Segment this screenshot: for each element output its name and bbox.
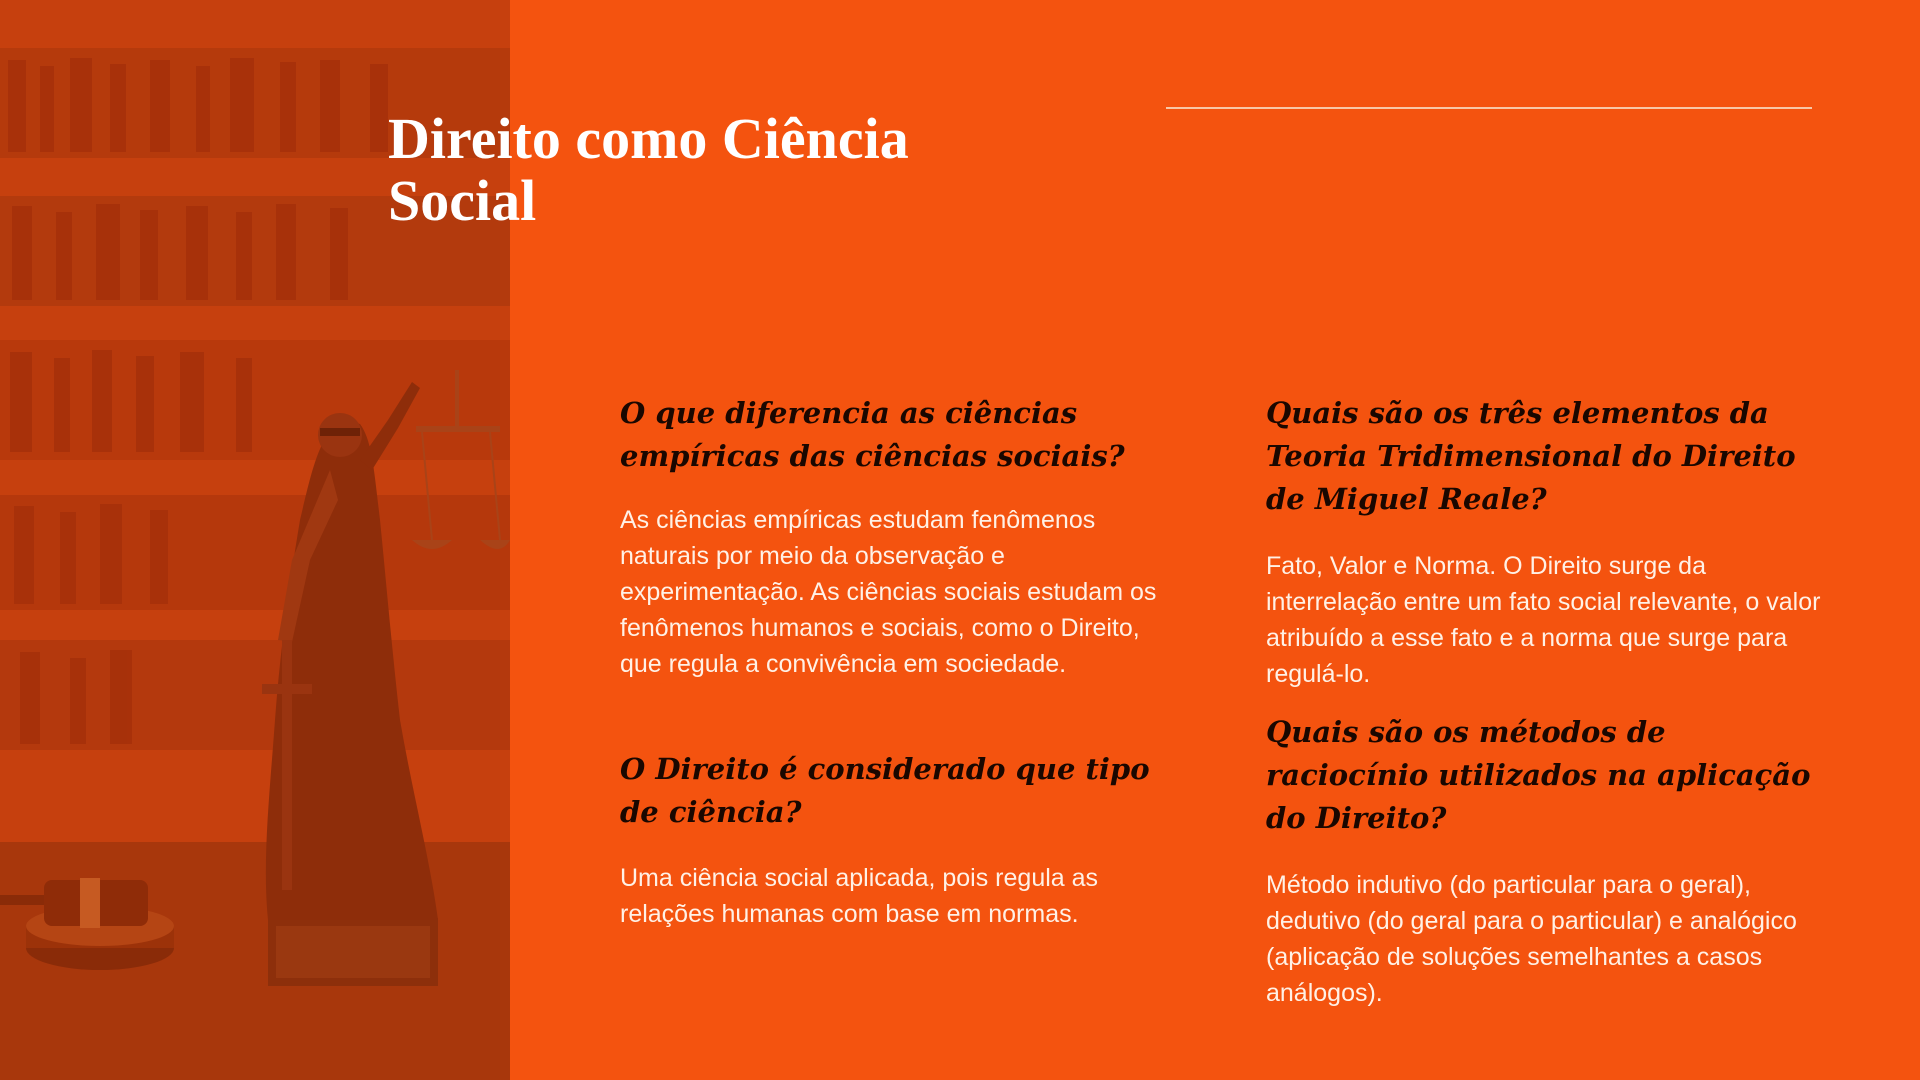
question-heading: O que diferencia as ciências empíricas das ciências sociais? bbox=[620, 396, 1125, 473]
qa-block-tridimensional-theory bbox=[1266, 392, 1826, 692]
qa-block-empirical-vs-social bbox=[620, 392, 1180, 682]
qa-block-reasoning-methods bbox=[1266, 711, 1826, 1011]
answer-text: Uma ciência social aplicada, pois regula as relações humanas com base em normas. bbox=[620, 864, 1099, 928]
question-heading: Quais são os métodos de raciocínio utilizados na aplicação do Direito? bbox=[1266, 715, 1811, 835]
slide-title-line-1: Direito como Ciência bbox=[388, 106, 909, 171]
slide-title bbox=[388, 108, 1038, 232]
slide-title-line-2: Social bbox=[388, 168, 537, 233]
answer-text: As ciências empíricas estudam fenômenos naturais por meio da observação e experimentação. As ciências sociais estudam os fenômenos humanos e sociais, como o Direito, que regula a convivência em sociedade. bbox=[620, 506, 1157, 678]
answer-text: Método indutivo (do particular para o geral), dedutivo (do geral para o particular) e analógico (aplicação de soluções semelhantes a casos análogos). bbox=[1266, 871, 1797, 1007]
answer-text: Fato, Valor e Norma. O Direito surge da interrelação entre um fato social relevante, o valor atribuído a esse fato e a norma que surge para regulá-lo. bbox=[1266, 552, 1821, 688]
question-heading: Quais são os três elementos da Teoria Tridimensional do Direito de Miguel Reale? bbox=[1266, 396, 1796, 516]
qa-block-science-type bbox=[620, 748, 1180, 932]
top-divider-line bbox=[1166, 107, 1812, 109]
question-heading: O Direito é considerado que tipo de ciência? bbox=[620, 752, 1150, 829]
